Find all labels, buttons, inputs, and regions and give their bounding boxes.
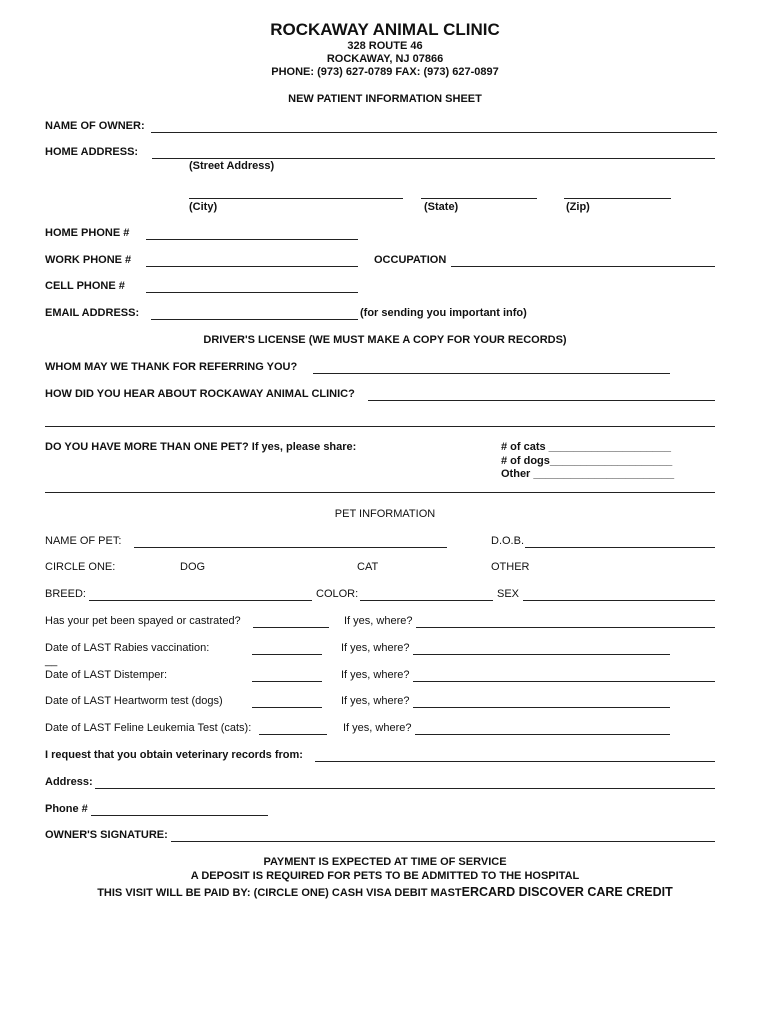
- occupation-label: OCCUPATION: [374, 254, 447, 266]
- rabies-field[interactable]: [252, 654, 322, 655]
- rabies-label: Date of LAST Rabies vaccination:: [45, 642, 210, 654]
- distemper-where-field[interactable]: [413, 681, 715, 682]
- drivers-license-note: DRIVER'S LICENSE (WE MUST MAKE A COPY FOR YOUR RECORDS): [203, 334, 567, 346]
- rabies-where-label: If yes, where?: [341, 642, 410, 654]
- cell-phone-field[interactable]: [146, 292, 358, 293]
- more-pets-field[interactable]: [45, 492, 715, 493]
- pet-info-title: PET INFORMATION: [334, 508, 436, 520]
- home-address-label: HOME ADDRESS:: [45, 146, 139, 158]
- payment-methods: [0, 883, 770, 901]
- hear-about-field-continued[interactable]: [45, 426, 715, 427]
- breed-label: BREED:: [45, 588, 86, 600]
- records-address-field[interactable]: [95, 788, 715, 789]
- payment-methods-suffix: ERCARD DISCOVER CARE CREDIT: [461, 885, 673, 899]
- home-phone-field[interactable]: [146, 239, 358, 240]
- records-phone-field[interactable]: [91, 815, 268, 816]
- leukemia-field[interactable]: [259, 734, 327, 735]
- deposit-notice: A DEPOSIT IS REQUIRED FOR PETS TO BE ADMITTED TO THE HOSPITAL: [190, 870, 580, 882]
- sex-label: SEX: [497, 588, 520, 600]
- street-address-field[interactable]: [152, 158, 715, 159]
- hear-about-field[interactable]: [368, 400, 715, 401]
- sex-field[interactable]: [523, 600, 715, 601]
- owner-signature-field[interactable]: [171, 841, 715, 842]
- leukemia-label: Date of LAST Feline Leukemia Test (cats):: [45, 722, 252, 734]
- hear-about-label: HOW DID YOU HEAR ABOUT ROCKAWAY ANIMAL CLINIC?: [45, 388, 355, 400]
- records-address-label: Address:: [45, 776, 93, 788]
- heartworm-where-label: If yes, where?: [341, 695, 410, 707]
- email-note: (for sending you important info): [360, 307, 527, 319]
- pet-name-field[interactable]: [134, 547, 447, 548]
- zip-caption: (Zip): [566, 201, 590, 213]
- color-field[interactable]: [360, 600, 493, 601]
- zip-field[interactable]: [564, 198, 671, 199]
- dob-label: D.O.B.: [491, 535, 525, 547]
- distemper-label: Date of LAST Distemper:: [45, 669, 168, 681]
- owner-signature-label: OWNER'S SIGNATURE:: [45, 829, 168, 841]
- heartworm-label: Date of LAST Heartworm test (dogs): [45, 695, 223, 707]
- city-field[interactable]: [189, 198, 403, 199]
- owner-name-field[interactable]: [151, 132, 717, 133]
- street-address-caption: (Street Address): [189, 160, 275, 172]
- spayed-field[interactable]: [253, 627, 329, 628]
- heartworm-field[interactable]: [252, 707, 322, 708]
- home-phone-label: HOME PHONE #: [45, 227, 130, 239]
- city-caption: (City): [189, 201, 218, 213]
- occupation-field[interactable]: [451, 266, 715, 267]
- cats-count-field[interactable]: # of cats ____________________: [501, 441, 672, 453]
- dob-field[interactable]: [525, 547, 715, 548]
- clinic-name: ROCKAWAY ANIMAL CLINIC: [270, 20, 500, 39]
- more-pets-label: DO YOU HAVE MORE THAN ONE PET? If yes, please share:: [45, 441, 357, 453]
- clinic-phone-fax: PHONE: (973) 627-0789 FAX: (973) 627-0897: [271, 66, 499, 78]
- referral-label: WHOM MAY WE THANK FOR REFERRING YOU?: [45, 361, 298, 373]
- pet-name-label: NAME OF PET:: [45, 535, 122, 547]
- email-label: EMAIL ADDRESS:: [45, 307, 140, 319]
- dogs-count-field[interactable]: # of dogs____________________: [501, 455, 673, 467]
- leukemia-where-field[interactable]: [415, 734, 670, 735]
- payment-notice: PAYMENT IS EXPECTED AT TIME OF SERVICE: [263, 856, 507, 868]
- rabies-where-field[interactable]: [413, 654, 670, 655]
- sheet-title: NEW PATIENT INFORMATION SHEET: [288, 93, 482, 105]
- species-cat-option[interactable]: CAT: [357, 561, 379, 573]
- spayed-where-field[interactable]: [416, 627, 715, 628]
- heartworm-where-field[interactable]: [413, 707, 670, 708]
- leukemia-where-label: If yes, where?: [343, 722, 412, 734]
- circle-one-label: CIRCLE ONE:: [45, 561, 116, 573]
- other-count-field[interactable]: Other _______________________: [501, 468, 675, 480]
- clinic-address-line2: ROCKAWAY, NJ 07866: [326, 53, 444, 65]
- work-phone-label: WORK PHONE #: [45, 254, 132, 266]
- distemper-field[interactable]: [252, 681, 322, 682]
- state-field[interactable]: [421, 198, 537, 199]
- species-other-option[interactable]: OTHER: [491, 561, 530, 573]
- work-phone-field[interactable]: [146, 266, 358, 267]
- breed-field[interactable]: [89, 600, 312, 601]
- color-label: COLOR:: [316, 588, 359, 600]
- records-phone-label: Phone #: [45, 803, 88, 815]
- stray-mark: __: [45, 655, 58, 667]
- distemper-where-label: If yes, where?: [341, 669, 410, 681]
- records-request-label: I request that you obtain veterinary records from:: [45, 749, 303, 761]
- payment-methods-prefix: THIS VISIT WILL BE PAID BY: (CIRCLE ONE) CASH VISA DEBIT MAST: [97, 887, 462, 899]
- email-field[interactable]: [151, 319, 358, 320]
- records-request-field[interactable]: [315, 761, 715, 762]
- spayed-where-label: If yes, where?: [344, 615, 413, 627]
- cell-phone-label: CELL PHONE #: [45, 280, 125, 292]
- species-dog-option[interactable]: DOG: [180, 561, 206, 573]
- clinic-address-line1: 328 ROUTE 46: [347, 40, 423, 52]
- spayed-label: Has your pet been spayed or castrated?: [45, 615, 241, 627]
- state-caption: (State): [424, 201, 459, 213]
- referral-field[interactable]: [313, 373, 670, 374]
- owner-name-label: NAME OF OWNER:: [45, 120, 145, 132]
